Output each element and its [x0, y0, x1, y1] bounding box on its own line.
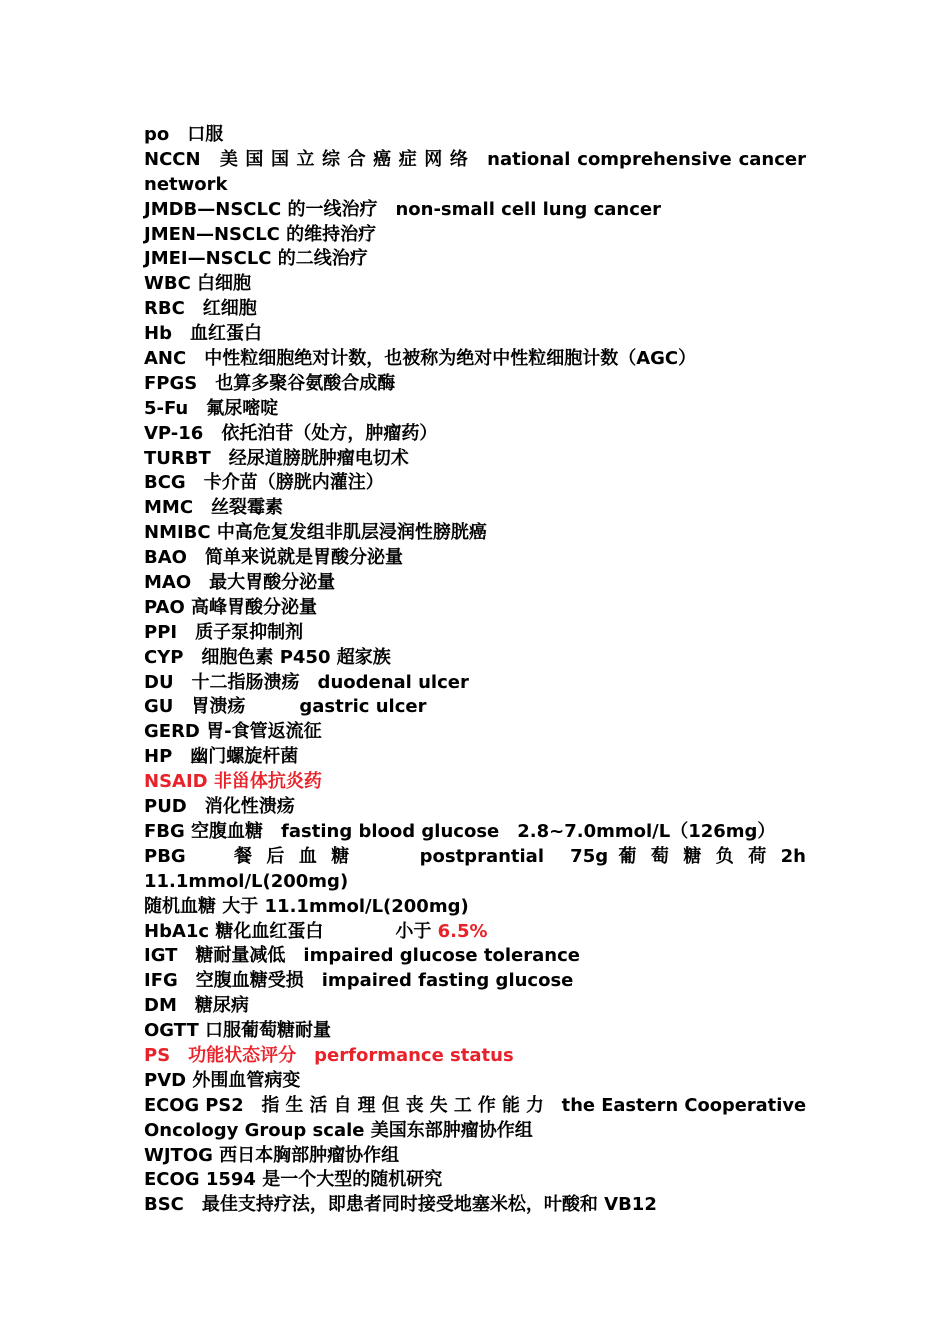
term-text: NCCN 美 国 国 立 综 合 癌 症 网 络 national comprehensive cancer [144, 148, 806, 170]
term-text: IFG 空腹血糖受损 impaired fasting glucose [144, 970, 574, 992]
term-text: DM 糖尿病 [144, 995, 249, 1017]
term-text: GERD 胃-食管返流征 [144, 721, 322, 743]
term-text: Oncology Group scale 美国东部肿瘤协作组 [144, 1119, 533, 1141]
term-text: JMEN—NSCLC 的维持治疗 [144, 223, 377, 245]
term-text: 随机血糖 大于 11.1mmol/L(200mg) [144, 895, 469, 917]
term-line [144, 123, 806, 148]
term-text: WBC 白细胞 [144, 273, 252, 295]
term-text: ANC 中性粒细胞绝对计数，也被称为绝对中性粒细胞计数（AGC） [144, 348, 697, 370]
term-text: MAO 最大胃酸分泌量 [144, 572, 336, 594]
term-line [144, 148, 806, 173]
highlight-value: 6.5% [437, 920, 488, 942]
term-text: DU 十二指肠溃疡 duodenal ulcer [144, 671, 469, 693]
term-line [144, 1069, 806, 1094]
term-line [144, 820, 806, 845]
term-text: 5-Fu 氟尿嘧啶 [144, 397, 279, 419]
term-text: IGT 糖耐量减低 impaired glucose tolerance [144, 945, 580, 967]
term-line [144, 671, 806, 696]
term-line [144, 198, 806, 223]
term-text: FPGS 也算多聚谷氨酸合成酶 [144, 372, 396, 394]
term-text: BAO 简单来说就是胃酸分泌量 [144, 547, 403, 569]
term-text: PUD 消化性溃疡 [144, 796, 295, 818]
term-line [144, 496, 806, 521]
term-line [144, 745, 806, 770]
term-line [144, 1144, 806, 1169]
term-line [144, 695, 806, 720]
term-line [144, 870, 806, 895]
term-line [144, 322, 806, 347]
term-text: JMEI—NSCLC 的二线治疗 [144, 248, 368, 270]
term-line [144, 795, 806, 820]
term-text: po 口服 [144, 124, 224, 145]
term-line [144, 944, 806, 969]
term-text: GU 胃溃疡 gastric ulcer [144, 696, 427, 718]
term-line [144, 173, 806, 198]
term-line [144, 1094, 807, 1119]
term-text: BCG 卡介苗（膀胱内灌注） [144, 472, 384, 494]
term-text: OGTT 口服葡萄糖耐量 [144, 1020, 331, 1042]
term-line [144, 447, 806, 472]
document-body [144, 123, 806, 1218]
term-line [144, 770, 806, 795]
term-text: HP 幽门螺旋杆菌 [144, 746, 299, 768]
term-text: PS 功能状态评分 performance status [144, 1044, 514, 1066]
term-text: PPI 质子泵抑制剂 [144, 621, 304, 643]
term-text: ECOG PS2 指 生 活 自 理 但 丧 失 工 作 能 力 the Eastern Cooperative [144, 1094, 807, 1116]
term-line [144, 845, 806, 870]
term-text: ECOG 1594 是一个大型的随机研究 [144, 1169, 443, 1191]
term-line [144, 1019, 806, 1044]
term-text: FBG 空腹血糖 fasting blood glucose 2.8~7.0mmol/L（126mg） [144, 820, 776, 842]
term-text: NMIBC 中高危复发组非肌层浸润性膀胱癌 [144, 522, 487, 544]
term-text: WJTOG 西日本胸部肿瘤协作组 [144, 1144, 400, 1166]
term-line [144, 621, 806, 646]
term-line [144, 720, 806, 745]
term-line [144, 372, 806, 397]
term-line [144, 994, 806, 1019]
term-text: NSAID 非甾体抗炎药 [144, 771, 322, 793]
term-line [144, 297, 806, 322]
term-line [144, 596, 806, 621]
term-line [144, 223, 806, 248]
term-line [144, 1168, 806, 1193]
term-text: PVD 外围血管病变 [144, 1069, 301, 1091]
term-line [144, 397, 806, 422]
term-line [144, 347, 806, 372]
term-line [144, 571, 806, 596]
term-line [144, 247, 806, 272]
term-line [144, 1119, 806, 1144]
term-line [144, 969, 806, 994]
term-line [144, 895, 806, 920]
term-text: Hb 血红蛋白 [144, 323, 262, 345]
term-line [144, 272, 806, 297]
term-line [144, 521, 806, 546]
term-line [144, 471, 806, 496]
term-text: PBG 餐 后 血 糖 postprantial 75g 葡 萄 糖 负 荷 2h [144, 845, 806, 867]
term-line [144, 422, 806, 447]
term-text: TURBT 经尿道膀胱肿瘤电切术 [144, 447, 409, 469]
term-text: MMC 丝裂霉素 [144, 497, 284, 519]
term-line [144, 1193, 806, 1218]
term-line [144, 546, 806, 571]
term-text: 11.1mmol/L(200mg) [144, 870, 349, 892]
term-line [144, 646, 806, 671]
term-line [144, 920, 806, 945]
term-text: CYP 细胞色素 P450 超家族 [144, 646, 391, 668]
term-text: BSC 最佳支持疗法，即患者同时接受地塞米松，叶酸和 VB12 [144, 1194, 657, 1216]
term-line [144, 1044, 806, 1069]
term-text: HbA1c 糖化血红蛋白 小于 [144, 920, 438, 942]
term-text: network [144, 173, 228, 195]
term-text: RBC 红细胞 [144, 298, 257, 320]
term-text: PAO 高峰胃酸分泌量 [144, 596, 318, 618]
term-text: VP-16 依托泊苷（处方，肿瘤药） [144, 422, 438, 444]
term-text: JMDB—NSCLC 的一线治疗 non-small cell lung cancer [144, 198, 661, 220]
